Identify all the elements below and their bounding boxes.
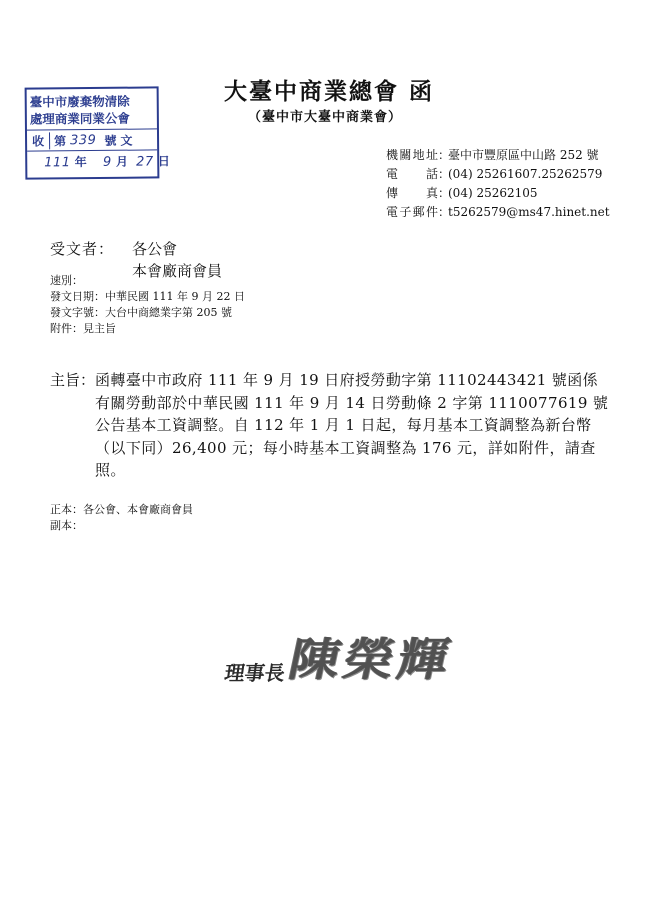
signature-name: 陳榮輝 [284,632,458,686]
stamp-year-unit: 年 [74,155,87,170]
main-recipients: 正本：各公會、本會廠商會員 [50,503,193,516]
stamp-no-suffix: 號 [104,133,117,148]
document-subtitle: （臺中市大臺中商業會） [247,110,402,125]
phone-value: (04) 25261607.25262579 [448,167,603,181]
subject-text: 函轉臺中市政府 111 年 9 月 19 日府授勞動字第 11102443421 號函係有關勞動部於中華民國 111 年 9 月 14 日勞動條 2 字第 1110077619 號公告基本工資調整。自 112 年 1 月 1 日起，每月基本工資調整為新台幣（以下同）26,400 元；每小時基本工資調整為 176 元，詳如附件，請查照。 [95,371,609,479]
stamp-org-line1: 臺中市廢棄物清除 [29,93,130,110]
stamp-doc-label: 文 [120,133,133,148]
phone-label: 電 話 [386,167,438,181]
contact-phone-row: 電 話 ： (04) 25261607.25262579 [386,165,610,184]
recipient-line1: 各公會 [132,240,178,258]
attachment-field: 附件：見主旨 [50,322,116,335]
stamp-date-row [30,152,170,171]
copy-recipients: 副本： [50,519,83,532]
fax-value: (04) 25262105 [448,186,538,200]
stamp-year: 111 [44,155,71,171]
stamp-month-unit: 月 [115,154,129,169]
subject-block [50,369,610,482]
recipient-line2: 本會廠商會員 [132,262,223,280]
address-label: 機關地址 [386,148,438,162]
email-label: 電子郵件 [386,205,438,219]
document-meta [50,273,245,337]
stamp-day: 27 [136,154,154,170]
stamp-org-line2: 處理商業同業公會 [29,110,130,127]
stamp-receive-label: 收 [27,132,50,149]
date-field: 發文日期：中華民國 111 年 9 月 22 日 [50,290,245,303]
subject-label: 主旨： [50,371,96,389]
email-value: t5262579@ms47.hinet.net [448,205,610,219]
stamp-number: 339 [70,132,97,148]
speed-field: 速別： [50,274,83,287]
recipients-label: 受文者： [50,240,115,258]
document-title: 大臺中商業總會 函 [223,78,434,105]
signature-block [223,620,458,692]
signature-title: 理事長 [223,661,287,685]
contact-email-row: 電子郵件 ： t5262579@ms47.hinet.net [386,203,610,222]
distribution-block [50,502,193,534]
stamp-month: 9 [102,154,112,170]
contact-block [386,146,610,222]
contact-address-row: 機關地址 ： 臺中市豐原區中山路 252 號 [386,146,610,165]
contact-fax-row: 傳 真 ： (04) 25262105 [386,184,610,203]
stamp-day-unit: 日 [157,154,170,169]
address-value: 臺中市豐原區中山路 252 號 [448,148,599,162]
stamp-number-row [27,128,157,151]
stamp-no-prefix: 第 [54,133,67,148]
doc-number-field: 發文字號：大台中商總業字第 205 號 [50,306,232,319]
fax-label: 傳 真 [386,186,438,200]
